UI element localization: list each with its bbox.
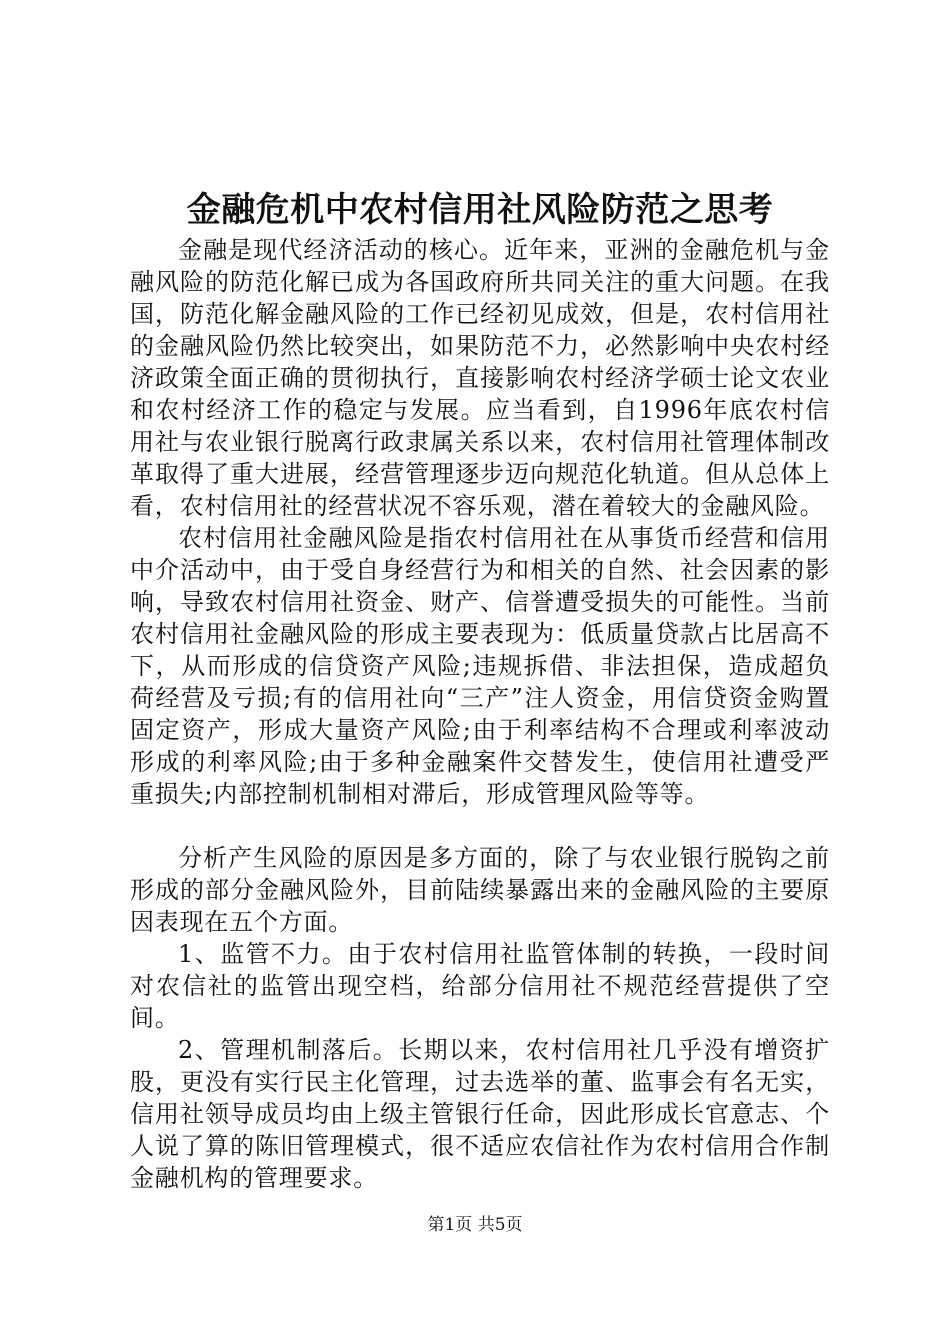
paragraph-item-1: 1、监管不力。由于农村信用社监管体制的转换，一段时间对农信社的监管出现空档，给部分信用社不规范经营提供了空间。 [130,940,830,1032]
document-body [130,234,830,1194]
paragraph-intro: 金融是现代经济活动的核心。近年来，亚洲的金融危机与金融风险的防范化解已成为各国政府所共同关注的重大问题。在我国，防范化解金融风险的工作已经初见成效，但是，农村信用社的金融风险仍然比较突出，如果防范不力，必然影响中央农村经济政策全面正确的贯彻执行，直接影响农村经济学硕士论文农业和农村经济工作的稳定与发展。应当看到，自1996年底农村信用社与农业银行脱离行政隶属关系以来，农村信用社管理体制改革取得了重大进展，经营管理逐步迈向规范化轨道。但从总体上看，农村信用社的经营状况不容乐观，潜在着较大的金融风险。 [130,236,830,520]
paragraph-item-2: 2、管理机制落后。长期以来，农村信用社几乎没有增资扩股，更没有实行民主化管理，过去选举的董、监事会有名无实，信用社领导成员均由上级主管银行任命，因此形成长官意志、个人说了算的陈旧管理模式，很不适应农信社作为农村信用合作制金融机构的管理要求。 [130,1036,830,1192]
page-footer [0,1213,950,1237]
paragraph-spacer [130,810,830,842]
paragraph-risk-definition: 农村信用社金融风险是指农村信用社在从事货币经营和信用中介活动中，由于受自身经营行为和相关的自然、社会因素的影响，导致农村信用社资金、财产、信誉遭受损失的可能性。当前农村信用社金融风险的形成主要表现为：低质量贷款占比居高不下，从而形成的信贷资产风险;违规拆借、非法担保，造成超负荷经营及亏损;有的信用社向“三产”注人资金，用信贷资金购置固定资产，形成大量资产风险;由于利率结构不合理或利率波动形成的利率风险;由于多种金融案件交替发生，使信用社遭受严重损失;内部控制机制相对滞后，形成管理风险等等。 [130,524,830,808]
paragraph-cause-analysis: 分析产生风险的原因是多方面的，除了与农业银行脱钩之前形成的部分金融风险外，目前陆续暴露出来的金融风险的主要原因表现在五个方面。 [130,844,830,936]
page-number: 第1页 共5页 [427,1215,523,1235]
document-title: 金融危机中农村信用社风险防范之思考 [186,190,774,230]
